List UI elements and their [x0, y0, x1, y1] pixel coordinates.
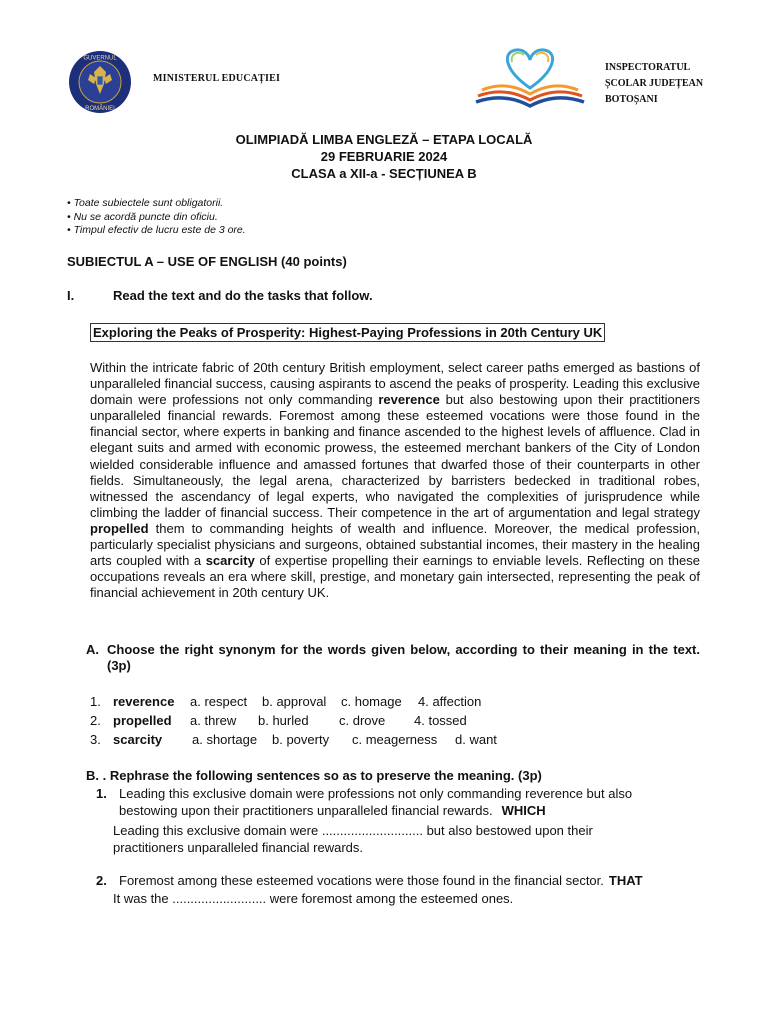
item-number: 2. — [90, 713, 101, 728]
passage-keyword: propelled — [90, 520, 149, 536]
passage-text: Within the intricate fabric of 20th century British employment, select career paths emerged as bastions of unparalleled financial success, causing aspirants to ascend the peaks of prosperity. Leading this exclusive domain were professions not only commanding — [90, 360, 700, 408]
inspectorate-book-heart-logo — [474, 44, 586, 110]
option: c. homage — [341, 694, 402, 709]
option: b. hurled — [258, 713, 309, 728]
option: a. respect — [190, 694, 248, 709]
option: a. threw — [190, 713, 237, 728]
task-1-number: I. — [67, 288, 75, 303]
passage-text: but also bestowing upon their practitioners unparalleled financial rewards. Foremost among these esteemed vocations were those found in the financial sector, where experts in banking and finance ascended to the highest levels of affluence. Clad in elegant suits and armed with economic prowess, the esteemed merchant bankers of the City of London wielded considerable influence and amassed fortunes that dwarfed those of their counterparts in other fields. Simultaneously, the legal arena, characterized by barristers bedecked in traditional robes, witnessed the ascendancy of legal experts, who navigated the complexities of jurisprudence while climbing the ladder of financial success. Their competence in the art of argumentation and legal strategy — [90, 392, 700, 520]
task-b-item-1-answer-line-2: practitioners unparalleled financial rewards. — [113, 840, 364, 855]
passage-text: of expertise propelling their earnings to enviable levels. Reflecting on these occupations reveals an era where skill, prestige, and monetary gain intersected, representing the peak of financial achievement in 20th century UK. — [90, 553, 700, 601]
option: d. want — [455, 732, 497, 747]
task-b-text: . Rephrase the following sentences so as to preserve the meaning. (3p) — [102, 768, 542, 783]
exam-rules — [67, 197, 246, 238]
seal-text-bottom: ROMÂNIEI — [85, 106, 115, 112]
item-word: reverence — [113, 694, 175, 709]
task-b-item-1-answer-line-1: Leading this exclusive domain were ............................ but also bestowed upon their — [113, 823, 593, 838]
sentence-text: bestowing upon their practitioners unparalleled financial rewards. — [119, 803, 493, 818]
item-word: propelled — [113, 713, 172, 728]
passage-keyword: scarcity — [205, 553, 255, 569]
option: a. shortage — [192, 732, 258, 747]
item-word: scarcity — [113, 732, 163, 747]
option: c. drove — [339, 713, 386, 728]
task-b-item-2-sentence — [119, 873, 643, 890]
rule-item: • Nu se acordă puncte din oficiu. — [67, 210, 218, 223]
task-a-text: Choose the right synonym for the words given below, according to their meaning in the text. (3p) — [107, 642, 700, 673]
item-number: 3. — [90, 732, 101, 747]
inspectorate-line-1: INSPECTORATUL — [605, 62, 691, 73]
task-1-instruction: Read the text and do the tasks that follow. — [113, 288, 373, 303]
item-number: 1. — [90, 694, 101, 709]
option: 4. tossed — [414, 713, 467, 728]
inspectorate-line-2: ȘCOLAR JUDEȚEAN — [605, 78, 704, 89]
ministry-name: MINISTERUL EDUCAȚIEI — [153, 73, 281, 84]
exam-title-line-1: OLIMPIADĂ LIMBA ENGLEZĂ – ETAPA LOCALĂ — [235, 132, 533, 147]
task-b-instruction — [86, 768, 542, 783]
keyword: WHICH — [501, 803, 546, 818]
government-seal-logo — [68, 50, 132, 114]
task-b-item-1-sentence-line-1: Leading this exclusive domain were professions not only commanding reverence but also — [119, 786, 633, 801]
keyword: THAT — [608, 873, 643, 888]
task-b-item-2-number: 2. — [96, 873, 107, 888]
task-a-label: A. — [86, 642, 99, 657]
task-b-label: B. — [86, 768, 99, 783]
passage-text: them to commanding heights of wealth and influence. Moreover, the medical profession, particularly specialist physicians and surgeons, obtained substantial incomes, their mastery in the healing arts coupled with a — [90, 520, 700, 569]
option: b. poverty — [272, 732, 330, 747]
task-a-instruction — [86, 642, 700, 674]
inspectorate-line-3: BOTOȘANI — [605, 94, 658, 105]
exam-title-line-2: 29 FEBRUARIE 2024 — [320, 149, 448, 164]
task-b-item-2-answer: It was the .......................... were foremost among the esteemed ones. — [113, 891, 514, 906]
reading-passage — [90, 360, 700, 601]
section-heading: SUBIECTUL A – USE OF ENGLISH (40 points) — [67, 254, 347, 269]
passage-title: Exploring the Peaks of Prosperity: Highest-Paying Professions in 20th Century UK — [90, 323, 605, 342]
seal-text-top: GUVERNUL — [83, 55, 117, 62]
option: 4. affection — [418, 694, 482, 709]
exam-title-line-3: CLASA a XII-a - SECȚIUNEA B — [291, 166, 477, 181]
inspectorate-name — [605, 60, 703, 108]
sentence-text: Foremost among these esteemed vocations were those found in the financial sector. — [119, 873, 604, 888]
rule-item: • Toate subiectele sunt obligatorii. — [67, 197, 224, 209]
option: b. approval — [262, 694, 327, 709]
task-b-item-1-number: 1. — [96, 786, 107, 801]
rule-item: • Timpul efectiv de lucru este de 3 ore. — [67, 224, 246, 236]
passage-keyword: reverence — [378, 392, 440, 408]
task-b-item-1-sentence-line-2 — [119, 803, 546, 820]
option: c. meagerness — [352, 732, 438, 747]
